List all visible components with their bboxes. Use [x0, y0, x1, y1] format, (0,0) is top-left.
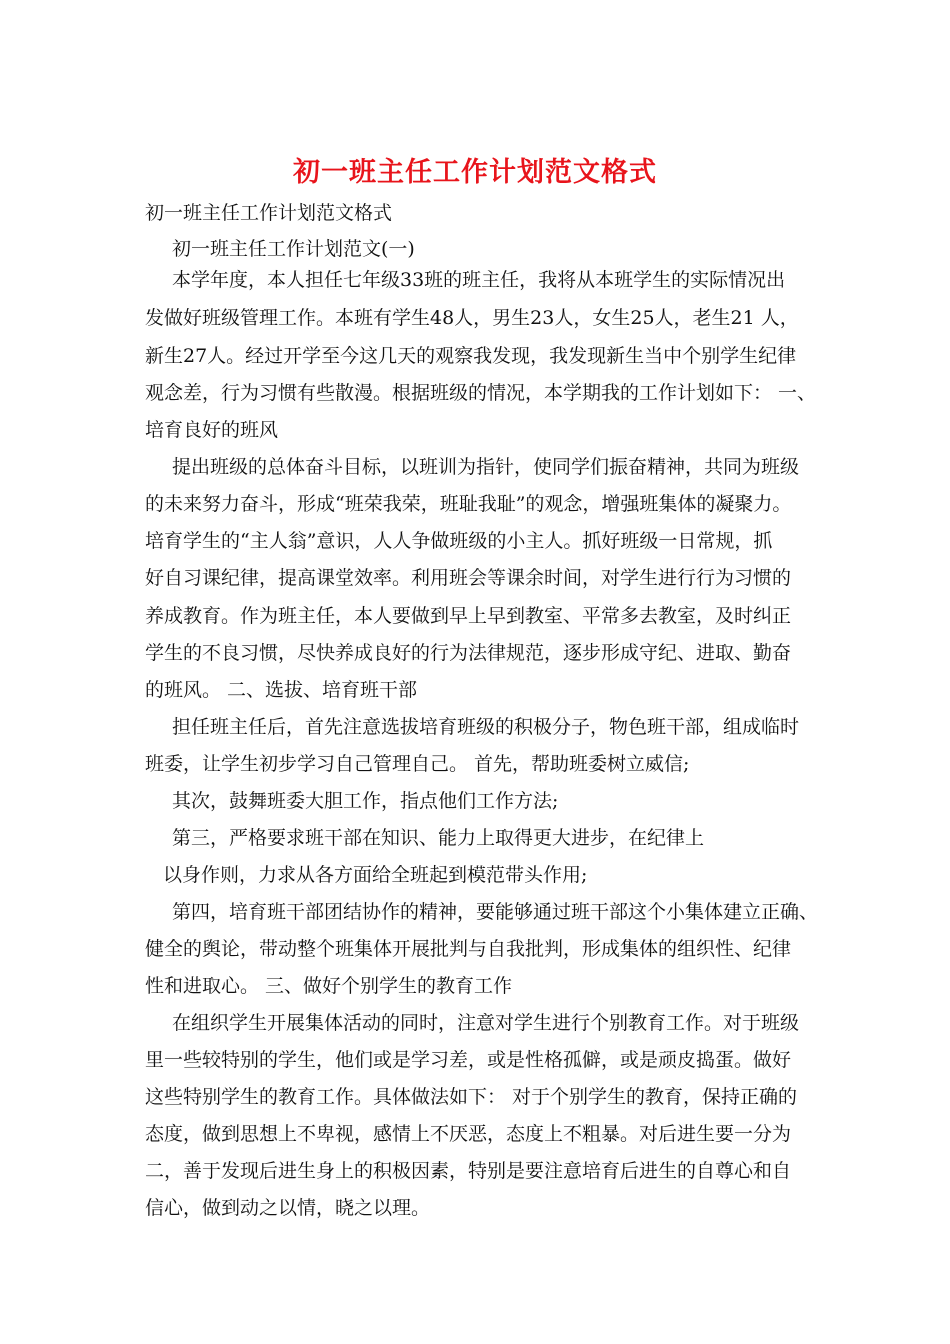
body-line: 这些特别学生的教育工作。具体做法如下： 对于个别学生的教育，保持正确的 [145, 1086, 798, 1108]
body-line: 二，善于发现后进生身上的积极因素，特别是要注意培育后进生的自尊心和自 [145, 1160, 792, 1182]
body-line: 担任班主任后，首先注意选拔培育班级的积极分子，物色班干部，组成临时 [172, 716, 800, 738]
body-line: 新生27人。经过开学至今这几天的观察我发现，我发现新生当中个别学生纪律 [145, 345, 797, 367]
body-line: 信心，做到动之以情，晓之以理。 [145, 1197, 431, 1219]
subtitle-line: 初一班主任工作计划范文格式 [145, 202, 393, 224]
body-line: 班委，让学生初步学习自己管理自己。 首先，帮助班委树立威信; [145, 753, 690, 775]
body-line: 性和进取心。 三、做好个别学生的教育工作 [145, 975, 513, 997]
document-title: 初一班主任工作计划范文格式 [293, 157, 657, 188]
body-line: 第三，严格要求班干部在知识、能力上取得更大进步，在纪律上 [172, 827, 705, 849]
body-line: 以身作则，力求从各方面给全班起到模范带头作用; [163, 864, 588, 886]
body-line: 培育学生的“主人翁”意识，人人争做班级的小主人。抓好班级一日常规，抓 [145, 530, 773, 552]
body-line: 培育良好的班风 [145, 419, 279, 441]
section-heading-line: 初一班主任工作计划范文(一) [172, 238, 415, 260]
body-line: 提出班级的总体奋斗目标，以班训为指针，使同学们振奋精神，共同为班级 [172, 456, 800, 478]
body-line: 里一些较特别的学生，他们或是学习差，或是性格孤僻，或是顽皮捣蛋。做好 [145, 1049, 792, 1071]
body-line: 本学年度，本人担任七年级33班的班主任，我将从本班学生的实际情况出 [172, 269, 786, 291]
body-line: 观念差，行为习惯有些散漫。根据班级的情况，本学期我的工作计划如下： 一、 [145, 382, 817, 404]
body-line: 养成教育。作为班主任，本人要做到早上早到教室、平常多去教室，及时纠正 [145, 605, 792, 627]
body-line: 在组织学生开展集体活动的同时，注意对学生进行个别教育工作。对于班级 [172, 1012, 800, 1034]
body-line: 其次，鼓舞班委大胆工作，指点他们工作方法; [172, 790, 559, 812]
body-line: 第四，培育班干部团结协作的精神，要能够通过班干部这个小集体建立正确、 [172, 901, 819, 923]
body-line: 态度，做到思想上不卑视，感情上不厌恶，态度上不粗暴。对后进生要一分为 [145, 1123, 792, 1145]
body-line: 好自习课纪律，提高课堂效率。利用班会等课余时间，对学生进行行为习惯的 [145, 567, 792, 589]
body-line: 的班风。 二、选拔、培育班干部 [145, 679, 418, 701]
body-line: 发做好班级管理工作。本班有学生48人，男生23人，女生25人，老生21 人， [145, 307, 799, 329]
body-line: 健全的舆论，带动整个班集体开展批判与自我批判，形成集体的组织性、纪律 [145, 938, 792, 960]
body-line: 的未来努力奋斗，形成“班荣我荣，班耻我耻”的观念，增强班集体的凝聚力。 [145, 493, 792, 515]
body-line: 学生的不良习惯，尽快养成良好的行为法律规范，逐步形成守纪、进取、勤奋 [145, 642, 792, 664]
